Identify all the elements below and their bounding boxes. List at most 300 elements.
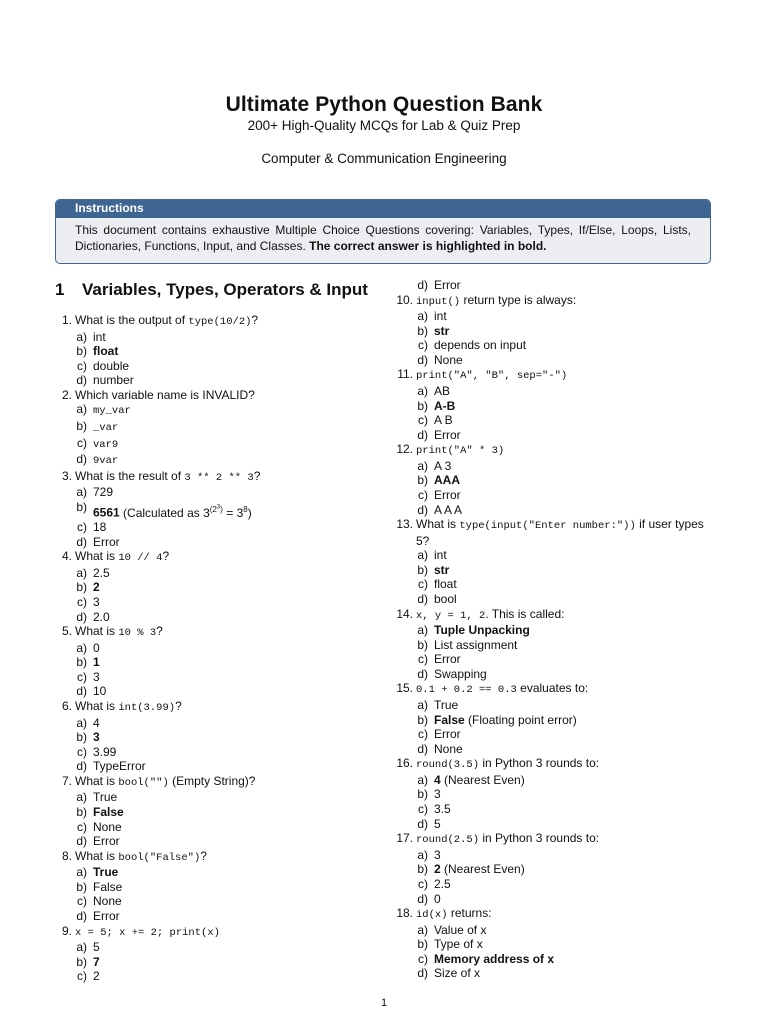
option-letter: d) [417,966,428,981]
option-letter: c) [77,520,87,535]
option-item [55,880,370,895]
option-letter: a) [76,565,87,580]
option-item [396,937,716,952]
option-item [396,592,716,607]
question-item [396,906,716,923]
option-letter: d) [417,741,428,756]
question-item [396,756,716,773]
option-item [396,384,716,399]
option-letter: a) [76,329,87,344]
option-item [55,716,370,731]
option-letter: d) [417,502,428,517]
answer-note: (Calculated as $3^{(2^3)} = 3^8$) [119,503,252,520]
code-snippet: 10 % 3 [118,627,157,640]
option-text [428,623,530,638]
option-letter: c) [77,744,87,759]
option-text [428,459,451,474]
correct-answer: float [93,344,119,359]
section-heading [55,278,370,301]
correct-answer: 4 [434,772,441,787]
option-item [55,955,370,970]
option-letter: a) [417,697,428,712]
option-item [55,610,370,625]
option-text [87,500,252,520]
answer-text: 0 [93,640,100,655]
option-text [87,610,110,625]
option-item [396,353,716,368]
option-text [428,413,453,428]
question-text-part: What is [75,699,119,714]
option-letter: b) [417,562,428,577]
option-text [428,309,447,324]
left-column [55,278,370,984]
code-snippet: type(10/2) [188,316,252,328]
question-text [413,607,716,624]
answer-text: 18 [93,520,107,535]
question-text-part: in Python 3 rounds to: [479,756,600,771]
option-item [396,488,716,503]
option-text [428,428,461,443]
answer-text: 4 [93,715,100,730]
option-item [396,892,716,907]
option-letter: a) [417,847,428,862]
option-item [396,727,716,742]
option-item [396,862,716,877]
answer-text: TypeError [93,759,146,774]
option-text [428,966,480,981]
answer-note: (Nearest Even) [440,862,525,877]
question-item [396,293,716,310]
option-item [55,805,370,820]
correct-answer: Memory address of x [434,951,555,966]
option-letter: a) [417,922,428,937]
question-text-part: ? [200,848,207,863]
answer-text: True [93,790,118,805]
answer-note: (Nearest Even) [440,772,525,787]
option-item [55,436,370,453]
option-item [396,667,716,682]
option-text [87,820,122,835]
option-item [55,535,370,550]
option-letter: b) [417,937,428,952]
option-text [87,359,129,374]
document-title: Ultimate Python Question Bank [225,93,543,116]
answer-text: int [434,548,447,563]
page-number: 1 [380,997,388,1009]
option-letter: d) [76,759,87,774]
option-text [87,655,100,670]
answer-text: Error [434,427,461,442]
question-number: 13. [396,517,413,532]
answer-text: double [93,358,130,373]
option-letter: a) [76,790,87,805]
option-letter: c) [418,413,428,428]
question-item [55,924,370,941]
answer-text: 2 [93,969,100,984]
option-item [55,520,370,535]
code-snippet: 3 ** 2 ** 3 [184,471,254,484]
option-item [396,787,716,802]
option-text [428,817,441,832]
option-text [87,730,100,745]
option-text [87,485,113,500]
option-text [87,452,118,469]
option-letter: d) [76,609,87,624]
option-text [428,652,461,667]
option-item [396,338,716,353]
question-text-part: . This is called: [485,606,565,621]
option-item [55,402,370,419]
answer-text: _var [93,421,119,434]
answer-text: Size of x [434,966,481,981]
question-text [72,924,370,941]
option-item [55,730,370,745]
option-item [396,638,716,653]
option-letter: a) [76,485,87,500]
answer-text: AB [434,383,451,398]
option-text [87,670,100,685]
option-text [87,373,134,388]
option-text [428,324,449,339]
option-letter: c) [77,435,87,450]
question-item [396,517,716,548]
instructions-box [55,199,711,264]
option-letter: d) [417,816,428,831]
question-text [72,469,370,486]
question-number: 15. [396,681,413,696]
question-item [55,774,370,791]
option-letter: d) [417,891,428,906]
option-text [87,894,122,909]
answer-text: Error [434,488,461,503]
option-text [428,698,458,713]
answer-text: 3 [434,787,441,802]
question-number: 7. [61,773,72,788]
option-text [428,892,441,907]
answer-text: Error [434,727,461,742]
question-text-part: What is the output of [75,313,189,327]
option-letter: a) [417,548,428,563]
option-item [55,834,370,849]
option-item [55,566,370,581]
code-snippet: 0.1 + 0.2 == 0.3 [416,684,517,697]
option-item [396,817,716,832]
question-text [413,756,716,773]
correct-answer: False [93,805,124,819]
correct-answer: 2 [434,862,441,877]
option-text [87,805,124,820]
question-text-part: ? [175,699,182,714]
option-letter: d) [417,278,428,292]
option-text [428,353,463,368]
option-letter: b) [76,879,87,894]
option-item [396,548,716,563]
correct-answer: True [93,865,119,880]
option-text [428,742,463,757]
option-text [87,759,146,774]
answer-text: None [93,894,122,909]
answer-text: float [434,577,457,592]
answer-text: 9var [93,455,119,468]
answer-text: 0 [434,891,441,906]
answer-text: 3 [434,847,441,862]
option-letter: a) [417,458,428,473]
option-letter: a) [417,623,428,638]
section-title: Variables, Types, Operators & Input [82,280,368,299]
correct-answer: A-B [434,398,456,413]
option-text [428,592,457,607]
option-text [428,638,517,653]
question-text [72,849,370,866]
answer-text: bool [434,592,457,606]
correct-answer: str [434,323,450,338]
option-text [87,580,100,595]
answer-text: 10 [93,684,107,699]
option-letter: c) [418,577,428,592]
option-text [87,940,100,955]
option-letter: a) [417,383,428,398]
answer-text: False [93,879,123,894]
question-number: 17. [396,831,413,846]
question-item [55,699,370,716]
question-text [413,367,716,384]
question-text [72,624,370,641]
option-text [87,909,120,924]
option-letter: c) [77,894,87,909]
question-text [413,293,716,310]
answer-text: 5 [434,816,441,831]
option-item [55,745,370,760]
question-number: 8. [61,848,72,863]
option-text [87,344,118,359]
option-letter: c) [77,969,87,984]
option-item [55,969,370,984]
option-letter: d) [76,452,87,467]
option-item [396,459,716,474]
question-text-part: ? [253,468,261,483]
option-letter: c) [77,669,87,684]
option-letter: d) [76,684,87,699]
question-number: 2. [61,387,72,402]
option-letter: b) [417,787,428,802]
option-text [87,595,100,610]
option-text [428,577,457,592]
option-letter: b) [76,344,87,359]
question-number: 10. [396,292,413,307]
instructions-body [56,218,710,254]
option-letter: d) [76,373,87,388]
option-text [428,952,554,967]
option-letter: b) [76,499,87,514]
option-text [428,563,449,578]
code-snippet: round(2.5) [416,834,480,847]
answer-text: List assignment [434,637,518,652]
option-letter: c) [418,488,428,503]
section-number: 1 [55,280,65,299]
code-snippet: print("A", "B", sep="-") [416,370,568,383]
code-snippet: x = 5; x += 2; print(x) [75,926,220,939]
code-snippet: input() [416,295,461,308]
option-letter: d) [417,427,428,442]
option-item [55,344,370,359]
option-letter: c) [418,652,428,667]
option-item [55,373,370,388]
question-item [55,549,370,566]
option-letter: c) [77,594,87,609]
answer-text: 2.0 [93,609,110,624]
answer-text: int [434,309,447,324]
option-item [396,428,716,443]
option-letter: d) [76,909,87,924]
correct-answer: AAA [434,473,460,488]
question-list-right [396,278,716,981]
answer-text: Type of x [434,937,483,952]
option-letter: b) [76,418,87,433]
instructions-text: This document contains exhaustive Multiple Choice Questions covering: Variables, Types, If/Else, Loops, Lists, Dictionaries, Functions, Input, and Classes. [75,223,691,253]
answer-text: A A A [434,502,463,517]
question-list-left [55,313,370,984]
option-letter: c) [418,338,428,353]
option-letter: c) [418,951,428,966]
option-text [87,566,110,581]
option-letter: b) [417,398,428,413]
option-item [55,580,370,595]
option-text [87,436,118,453]
question-text-part: What is [75,773,119,788]
option-item [55,894,370,909]
question-item [396,607,716,624]
code-snippet: round(3.5) [416,759,480,772]
question-number: 3. [61,468,72,483]
question-text-part: What is the result of [75,468,185,483]
question-text-part: What is [75,624,119,639]
question-text-part: ? [162,549,170,564]
option-letter: d) [417,666,428,681]
option-letter: a) [417,309,428,324]
option-text [87,684,106,699]
option-item [396,503,716,518]
option-item [55,359,370,374]
question-text [413,517,716,548]
option-text [428,773,525,788]
answer-text: Error [434,652,461,667]
answer-text: Value of x [434,922,487,937]
option-item [55,670,370,685]
option-text [428,399,455,414]
option-item [396,399,716,414]
option-letter: c) [418,727,428,742]
correct-answer: 3 [93,730,100,745]
option-letter: b) [76,730,87,745]
question-text-part: What is [75,549,119,564]
option-item [396,773,716,788]
option-text [428,862,525,877]
option-letter: b) [417,862,428,877]
option-letter: c) [77,358,87,373]
answer-text: True [434,697,459,712]
question-text [72,388,370,403]
question-text-part: What is [75,848,119,863]
option-letter: a) [76,865,87,880]
option-text [428,937,483,952]
question-text-part: (Empty String)? [168,773,256,788]
question-text [72,774,370,791]
question-text [72,313,370,330]
question-text [413,831,716,848]
option-item [396,848,716,863]
answer-text: 729 [93,485,114,500]
option-text [87,790,117,805]
question-item [396,831,716,848]
option-letter: b) [76,655,87,670]
option-letter: d) [76,834,87,849]
option-text [87,969,100,984]
option-item [55,820,370,835]
answer-text: None [434,352,463,367]
instructions-header: Instructions [56,200,710,218]
answer-note: (Floating point error) [464,712,577,727]
instructions-bold-text: The correct answer is highlighted in bold. [309,238,547,253]
answer-text: 3 [93,669,100,684]
answer-text: Error [93,909,120,924]
option-text [428,713,577,728]
question-item [55,849,370,866]
question-number: 18. [396,906,413,921]
code-snippet: type(input("Enter number:")) [459,520,636,533]
option-letter: d) [417,352,428,367]
question-item [55,624,370,641]
option-item [396,309,716,324]
option-item [396,577,716,592]
option-letter: b) [76,580,87,595]
option-text [87,955,100,970]
option-text [428,338,526,353]
option-item [55,759,370,774]
option-letter: b) [417,323,428,338]
option-item [55,865,370,880]
option-item [55,641,370,656]
option-letter: c) [77,819,87,834]
option-text [428,923,486,938]
option-text [87,880,122,895]
question-number: 5. [61,624,72,639]
question-number: 11. [397,367,413,382]
correct-answer: 2 [93,580,100,595]
option-letter: c) [418,876,428,891]
option-text [87,865,118,880]
question-item [396,367,716,384]
answer-text: Error [434,278,461,292]
code-snippet: 10 // 4 [118,552,163,565]
question-text-part: ? [156,624,163,639]
answer-text: 5 [93,940,100,955]
option-text [87,402,131,419]
option-letter: a) [76,715,87,730]
option-letter: b) [76,805,87,819]
question-text [413,442,716,459]
option-text [428,488,461,503]
question-number: 4. [61,549,72,564]
option-item [55,419,370,436]
question-number: 14. [396,606,413,621]
question-text-part: returns: [447,906,492,921]
question-text [72,699,370,716]
option-text [87,745,116,760]
option-item [396,742,716,757]
option-item [55,655,370,670]
option-letter: c) [418,802,428,817]
option-text [428,548,447,563]
